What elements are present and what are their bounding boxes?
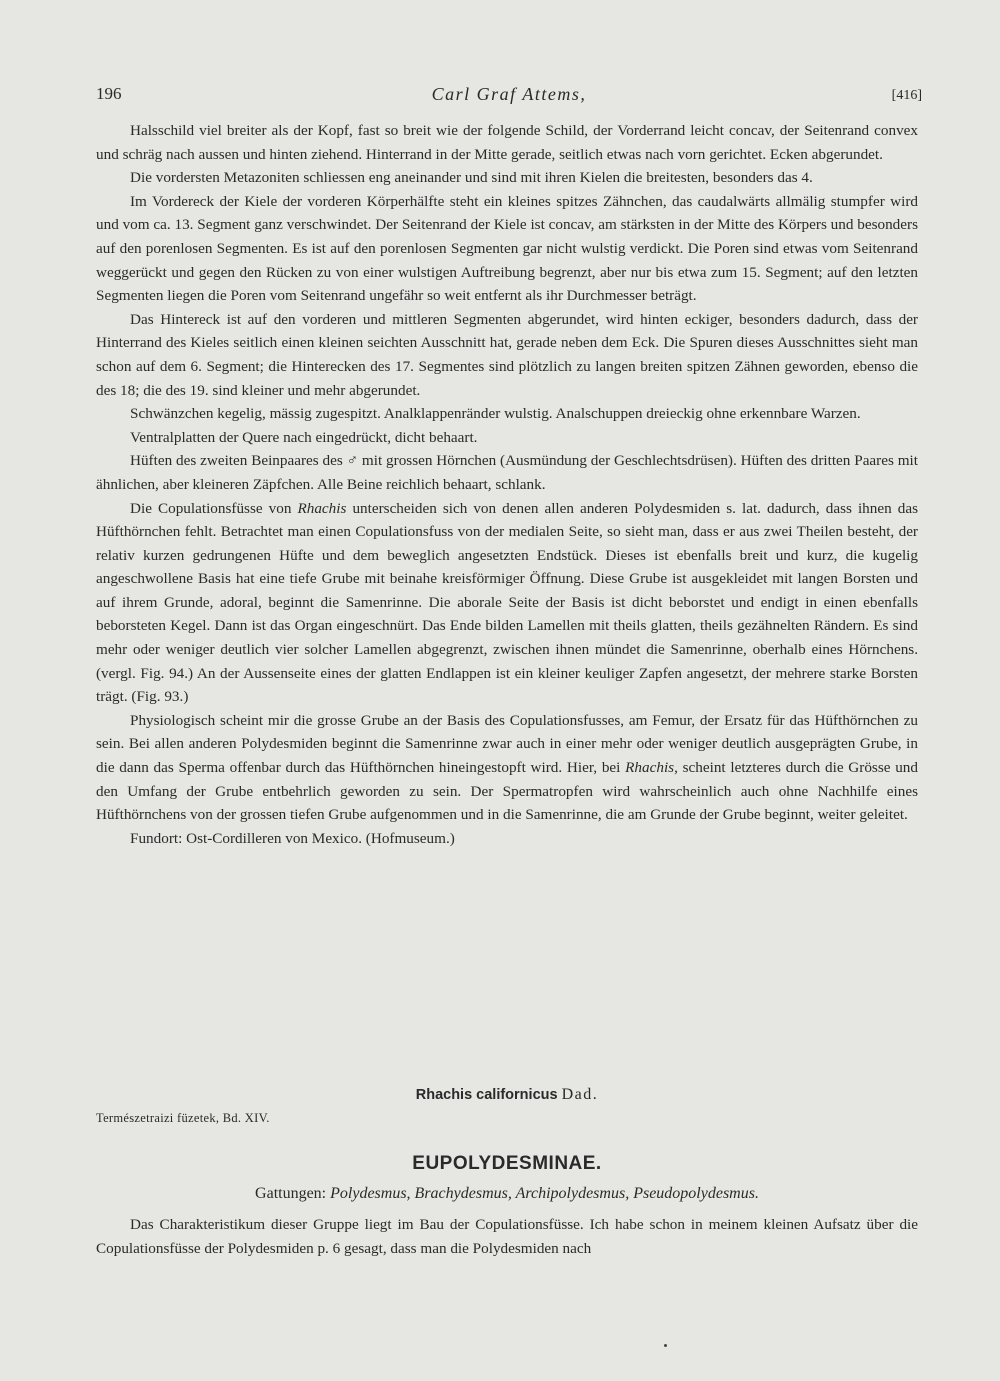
text-run: Die Copulationsfüsse von	[130, 499, 298, 517]
print-speck	[664, 1344, 667, 1347]
paragraph-vordereck: Im Vordereck der Kiele der vorderen Körperhälfte steht ein kleines spitzes Zähnchen, das caudalwärts allmälig stumpfer wird und vom ca. 13. Segment ganz verschwindet. Der Seitenrand der Kiele ist concav, am stärksten in der Mitte des Körpers und besonders auf den porenlosen Segmenten. Es ist auf den porenlosen Segmenten gar nicht wulstig verdickt. Die Poren sind etwas vom Seitenrand weggerückt und gegen den Rücken zu von einer wulstigen Auftreibung begrenzt, aber nur bis etwa zum 15. Segment; auf den letzten Segmenten liegen die Poren vom Seitenrand ungefähr so weit entfernt als ihr Durchmesser beträgt.	[96, 192, 918, 305]
page-number: 196	[96, 84, 122, 103]
paragraph-physiologisch	[96, 709, 918, 827]
section-title: EUPOLYDESMINAE.	[412, 1153, 602, 1174]
page-header	[96, 84, 922, 110]
species-heading	[96, 1086, 918, 1104]
text-run: unterscheiden sich von denen allen anderen Polydesmiden s. lat. dadurch, dass ihnen das Hüfthörnchen fehlt. Betrachtet man einen Copulationsfuss von der medialen Seite, so sieht man, dass er aus zwei Theilen besteht, der relativ kurzen gedrungenen Hüfte und dem beweglich angesetzten Endstück. Dieses ist ebenfalls breit und kurz, die kugelig angeschwollene Basis hat eine tiefe Grube mit beinahe kreisförmiger Öffnung. Diese Grube ist ausgekleidet mit langen Borsten und auf ihrem Grunde, adoral, beginnt die Samenrinne. Die aborale Seite der Basis ist dicht beborstet und endigt in einen ebenfalls beborsteten Kegel. Dann ist das Organ eingeschnürt. Das Ende bilden Lamellen mit theils glatten, theils gezähnelten Rändern. Es sind mehr oder weniger deutlich vier solcher Lamellen abgegrenzt, zwischen ihnen mündet die Samenrinne, oberhalb eines Hörnchens. (vergl. Fig. 94.) An der Aussenseite eines der glatten Endlappen ist ein kleiner keuliger Zapfen angesetzt, der mehrere starke Borsten trägt. (Fig. 93.)	[96, 499, 918, 706]
paragraph-copulationsfuesse	[96, 497, 918, 709]
species-author: Dad.	[561, 1086, 599, 1103]
genus-name: Rhachis	[297, 499, 347, 517]
main-text	[96, 119, 918, 850]
paragraph-hintereck: Das Hintereck ist auf den vorderen und mittleren Segmenten abgerundet, wird hinten eckiger, besonders dadurch, dass der Hinterrand des Kieles seitlich einen kleinen seichten Ausschnitt hat, gerade neben dem Eck. Die Spuren dieses Ausschnittes sieht man schon auf dem 6. Segment; die Hinterecken des 17. Segmentes sind plötzlich zu langen breiten spitzen Zähnen geworden, ebenso die des 18; die des 19. sind kleiner und mehr abgerundet.	[96, 310, 918, 399]
running-title: Carl Graf Attems,	[431, 84, 587, 104]
genus-name: Rhachis	[625, 759, 675, 777]
genera-line	[96, 1185, 918, 1203]
genera-label: Gattungen:	[255, 1185, 331, 1202]
paragraph-metazoniten: Die vordersten Metazoniten schliessen eng aneinander und sind mit ihren Kielen die breitesten, besonders das 4.	[130, 169, 813, 187]
species-name: Rhachis californicus	[415, 1087, 558, 1103]
paragraph-halsschild: Halsschild viel breiter als der Kopf, fast so breit wie der folgende Schild, der Vorderrand leicht concav, der Seitenrand convex und schräg nach aussen und hinten ziehend. Hinterrand in der Mitte gerade, seitlich etwas nach vorn gerichtet. Ecken abgerundet.	[96, 122, 918, 163]
paragraph-charakteristikum: Das Charakteristikum dieser Gruppe liegt im Bau der Copulationsfüsse. Ich habe schon in meinem kleinen Aufsatz über die Copulationsfüsse der Polydesmiden p. 6 gesagt, dass man die Polydesmiden nach	[96, 1216, 918, 1257]
text-run: , scheint letzteres durch die Grösse und den Umfang der Grube entbehrlich geworden zu sein. Der Spermatropfen wird wahrscheinlich auch ohne Nachhilfe eines Hüfthörnchens von der grossen tiefen Grube aufgenommen und in die Samenrinne, die am Grunde der Grube beginnt, weiter geleitet.	[96, 759, 918, 824]
paragraph-schwaenzchen: Schwänzchen kegelig, mässig zugespitzt. Analklappenränder wulstig. Analschuppen dreieckig ohne erkennbare Warzen.	[130, 405, 861, 423]
paragraph-hueften: Hüften des zweiten Beinpaares des ♂ mit grossen Hörnchen (Ausmündung der Geschlechtsdrüsen). Hüften des dritten Paares mit ähnlichen, aber kleineren Zäpfchen. Alle Beine reichlich behaart, schlank.	[96, 452, 918, 493]
text-run: Physiologisch scheint mir die grosse Grube an der Basis des Copulationsfusses, am Femur, der Ersatz für das Hüfthörnchen zu sein. Bei allen anderen Polydesmiden beginnt die Samenrinne zwar auch in einer mehr oder weniger deutlich ausgeprägten Grube, in die dann das Sperma offenbar durch das Hüfthörnchen hineingestopft wird. Hier, bei	[96, 711, 918, 777]
genera-list: Polydesmus, Brachydesmus, Archipolydesmus, Pseudopolydesmus.	[330, 1185, 759, 1202]
paragraph-ventralplatten: Ventralplatten der Quere nach eingedrückt, dicht behaart.	[130, 428, 478, 446]
journal-footnote: Természetraizi füzetek, Bd. XIV.	[96, 1111, 270, 1125]
section-text	[96, 1213, 918, 1260]
page-reference: [416]	[891, 88, 922, 103]
paragraph-fundort: Fundort: Ost-Cordilleren von Mexico. (Hofmuseum.)	[130, 829, 455, 847]
